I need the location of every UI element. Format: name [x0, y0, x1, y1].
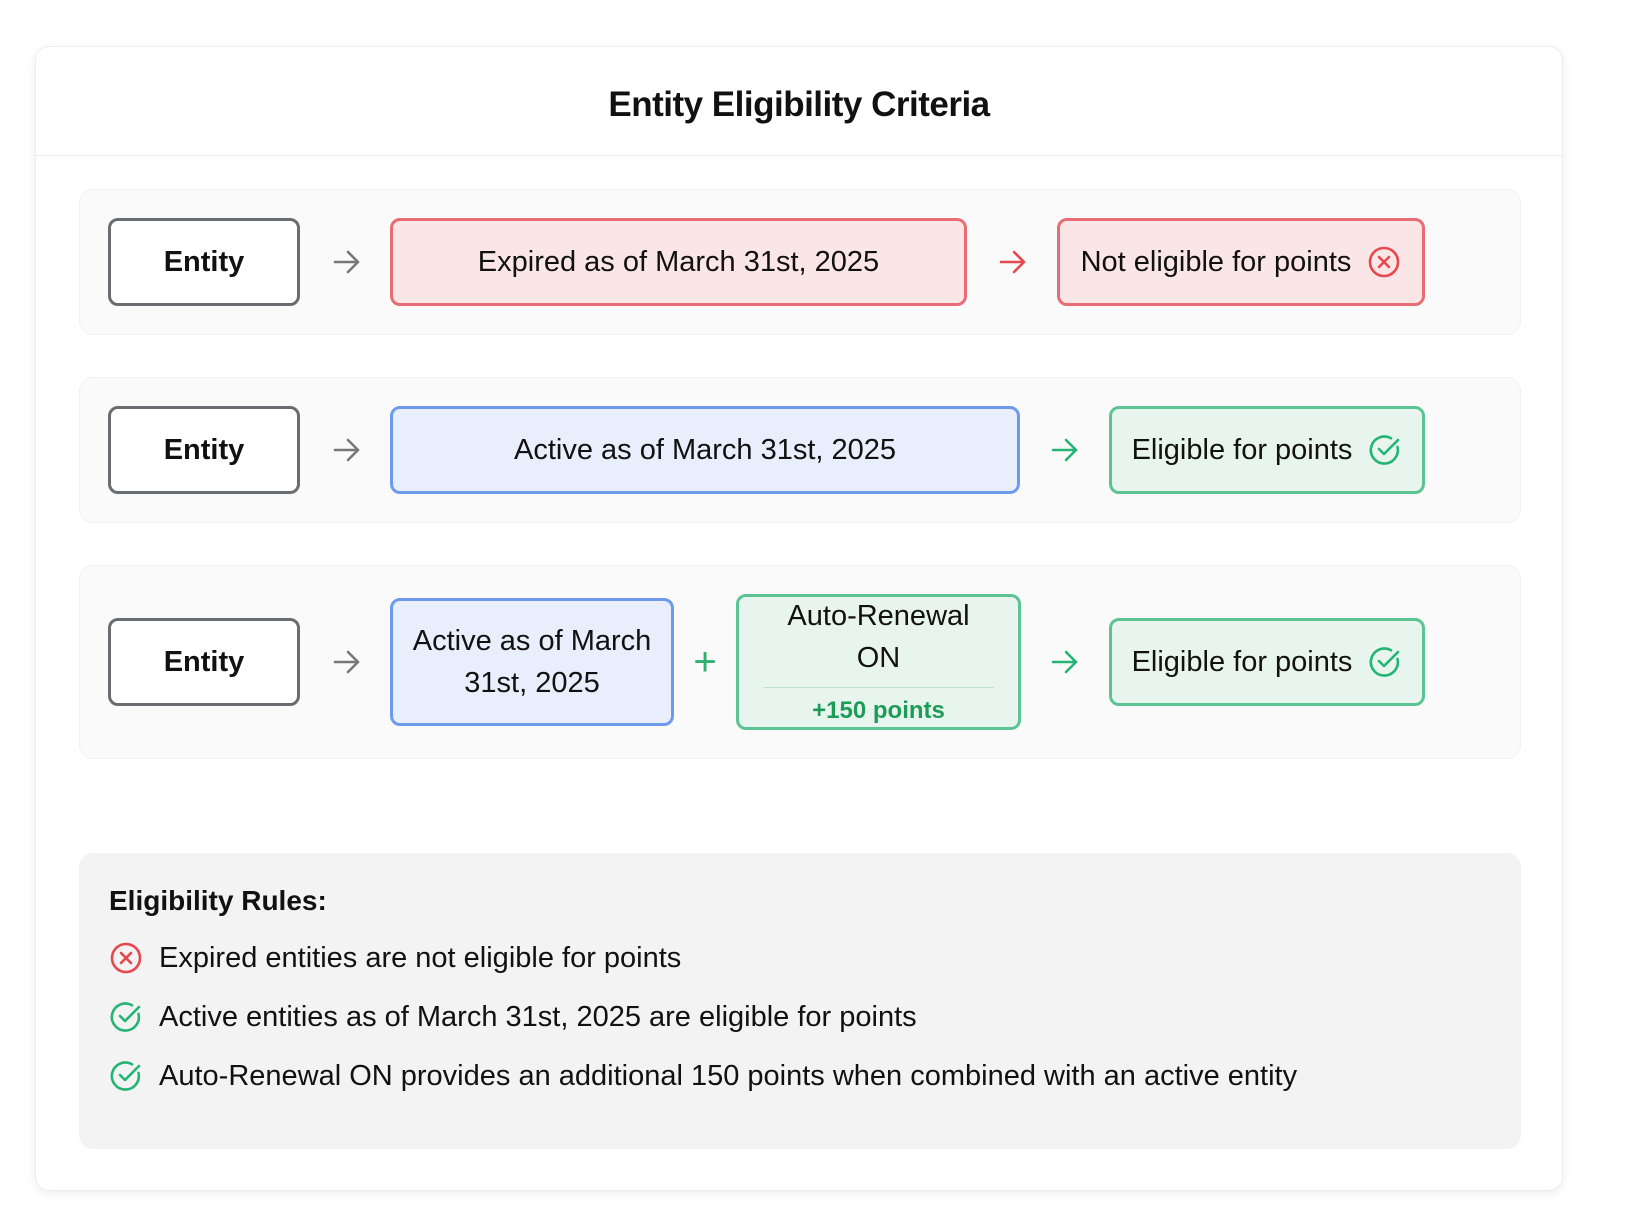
- x-circle-icon: [109, 941, 143, 975]
- auto-renewal-node: [736, 594, 1021, 730]
- entity-label: Entity: [163, 645, 245, 678]
- entity-node: [108, 618, 300, 706]
- eligibility-card: [35, 46, 1563, 1191]
- arrow-right-icon: [996, 245, 1030, 279]
- rules-title: Eligibility Rules:: [109, 885, 327, 916]
- flow-row-active-autorenew: [79, 565, 1521, 759]
- check-circle-icon: [109, 1059, 143, 1093]
- rule-text: Expired entities are not eligible for points: [159, 941, 682, 974]
- entity-node: [108, 218, 300, 306]
- check-circle-icon: [1368, 433, 1402, 467]
- auto-renewal-label: Auto-Renewal ON: [763, 595, 994, 688]
- result-label: Eligible for points: [1131, 433, 1353, 466]
- not-eligible-result-node: [1057, 218, 1425, 306]
- rule-text: Auto-Renewal ON provides an additional 150 points when combined with an active entity: [159, 1059, 1298, 1092]
- eligible-result-node: [1109, 406, 1425, 494]
- check-circle-icon: [1368, 645, 1402, 679]
- rule-item: [109, 941, 1491, 975]
- condition-label: Active as of March 31st, 2025: [412, 624, 652, 699]
- card-header: [36, 47, 1562, 156]
- rule-text: Active entities as of March 31st, 2025 are eligible for points: [159, 1000, 917, 1033]
- entity-label: Entity: [163, 433, 245, 466]
- rule-item: [109, 1000, 1491, 1034]
- rule-item: [109, 1059, 1491, 1093]
- active-condition-node: [390, 598, 674, 726]
- x-circle-icon: [1367, 245, 1401, 279]
- expired-condition-node: [390, 218, 967, 306]
- condition-label: Expired as of March 31st, 2025: [477, 245, 880, 278]
- condition-label: Active as of March 31st, 2025: [513, 433, 897, 466]
- flow-row-active: [79, 377, 1521, 523]
- arrow-right-icon: [330, 645, 364, 679]
- arrow-right-icon: [330, 433, 364, 467]
- page-title: Entity Eligibility Criteria: [608, 85, 990, 124]
- result-label: Eligible for points: [1131, 645, 1353, 678]
- entity-label: Entity: [163, 245, 245, 278]
- plus-operator: +: [693, 640, 717, 684]
- eligibility-rules-panel: [79, 853, 1521, 1149]
- bonus-points-label: +150 points: [812, 697, 945, 725]
- arrow-right-icon: [330, 245, 364, 279]
- arrow-right-icon: [1048, 645, 1082, 679]
- arrow-right-icon: [1048, 433, 1082, 467]
- entity-node: [108, 406, 300, 494]
- check-circle-icon: [109, 1000, 143, 1034]
- result-label: Not eligible for points: [1080, 245, 1352, 278]
- flow-row-expired: [79, 189, 1521, 335]
- eligible-result-node: [1109, 618, 1425, 706]
- active-condition-node: [390, 406, 1020, 494]
